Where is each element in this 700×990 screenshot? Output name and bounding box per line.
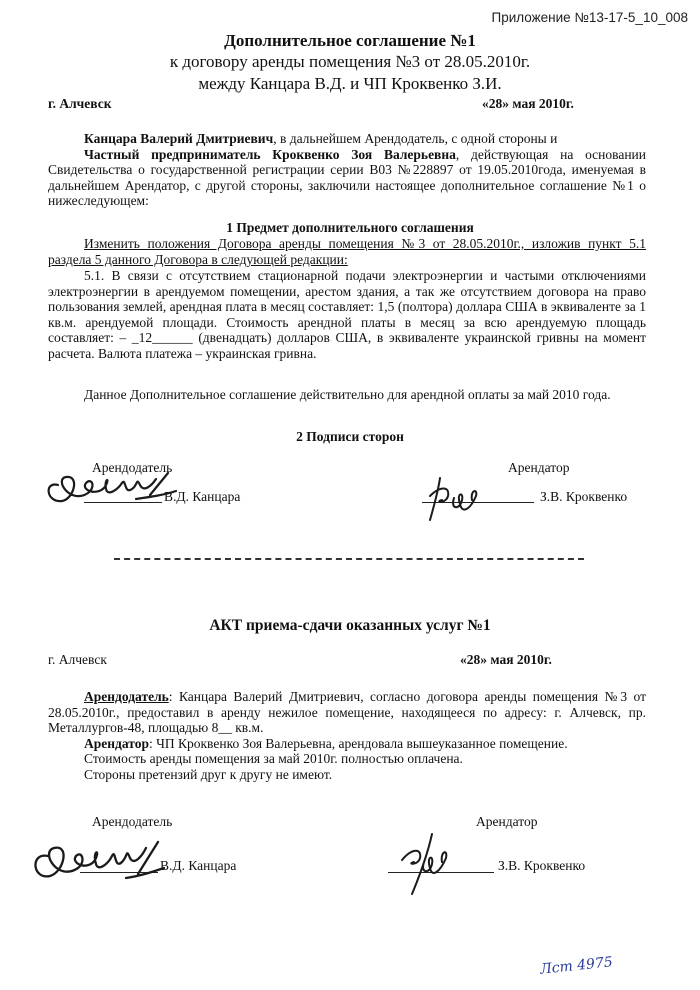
clause-5-1: 5.1. В связи с отсутствием стационарной подачи электроэнергии и частыми отключениями электроэнергии в арендуемом помещении, арестом здания, а так же отсутствием договора на право пользования землей, арендная плата в месяц составляет: 1,5 (полтора) доллара США в эквиваленте за 1 кв.м. арендуемой площади. Стоимость арендной платы в месяц за всю арендуемую площадь составляет: – _12______ (двенадцать) долларов США, в эквиваленте украинской гривны на момент расчета. Валюта платежа – украинская гривна. <box>48 268 646 361</box>
act-lessor-signature-image <box>26 826 166 892</box>
annex-label: Приложение №13-17-5_10_008 <box>491 10 688 25</box>
validity-paragraph: Данное Дополнительное соглашение действительно для арендной оплаты за май 2010 года. <box>84 387 611 402</box>
party1-role: , в дальнейшем Арендодатель, с одной стороны и <box>273 131 558 146</box>
section1-lead: Изменить положения Договора аренды помещения №3 от 28.05.2010г., изложив пункт 5.1 раздела 5 данного Договора в следующей редакции: <box>48 236 646 267</box>
section1-title: 1 Предмет дополнительного соглашения <box>226 220 474 235</box>
party2-details: , действующая на основании Свидетельства о государственной регистрации серии В03 №228897 от 19.05.2010года, именуемая в дальнейшем Арендатор, с другой стороны, заключили настоящее дополнительное соглашение №1 о нижеследующем: <box>48 146 647 209</box>
lessee-name: З.В. Кроквенко <box>540 489 628 504</box>
act-lessee-text: : ЧП Кроквенко Зоя Валерьевна, арендовала вышеуказанное помещение. <box>148 735 568 751</box>
act-lessor-text: : Канцара Валерий Дмитриевич, согласно договора аренды помещения №3 от 28.05.2010г., предоставил в аренду нежилое помещение, находящееся по адресу: г. Алчевск, пр. Металлургов-48, площадью 8__ кв.м. <box>48 689 646 736</box>
act-body <box>48 689 646 783</box>
act-lessee-label-sign: Арендатор <box>476 814 538 829</box>
agreement-subtitle-parties: между Канцара В.Д. и ЧП Кроквенко З.И. <box>198 74 502 93</box>
act-lessor-name: В.Д. Канцара <box>160 858 237 873</box>
section-divider <box>114 558 584 560</box>
party2-name: Частный предприниматель Кроквенко Зоя Валерьевна <box>84 146 456 162</box>
act-lessor-label-sign: Арендодатель <box>92 814 173 829</box>
act-lessee-label: Арендатор <box>84 735 149 751</box>
lessee-signature-image <box>420 470 500 530</box>
agreement-title: Дополнительное соглашение №1 <box>224 31 476 50</box>
agreement-subtitle-contract: к договору аренды помещения №3 от 28.05.2010г. <box>169 52 531 71</box>
lessee-label: Арендатор <box>508 460 570 475</box>
parties-paragraph <box>48 131 646 209</box>
act-lessor-label: Арендодатель <box>84 689 169 704</box>
lessor-label: Арендодатель <box>92 460 173 475</box>
act-no-claims: Стороны претензий друг к другу не имеют. <box>84 766 333 782</box>
section2-title: 2 Подписи сторон <box>296 429 404 444</box>
act-lessee-signature-image <box>394 830 464 900</box>
act-title: АКТ приема-сдачи оказанных услуг №1 <box>209 617 491 634</box>
lessor-name: В.Д. Канцара <box>164 489 241 504</box>
agreement-date: «28» мая 2010г. <box>482 96 574 111</box>
party1-name: Канцара Валерий Дмитриевич <box>84 131 274 146</box>
act-city: г. Алчевск <box>48 652 107 667</box>
act-paid-statement: Стоимость аренды помещения за май 2010г. полностью оплачена. <box>84 751 463 767</box>
registration-stamp: Лст 4975 <box>539 954 614 978</box>
act-date: «28» мая 2010г. <box>460 652 552 667</box>
agreement-city: г. Алчевск <box>48 96 112 111</box>
lessor-signature-image <box>40 455 180 513</box>
act-lessee-name: З.В. Кроквенко <box>498 858 586 873</box>
